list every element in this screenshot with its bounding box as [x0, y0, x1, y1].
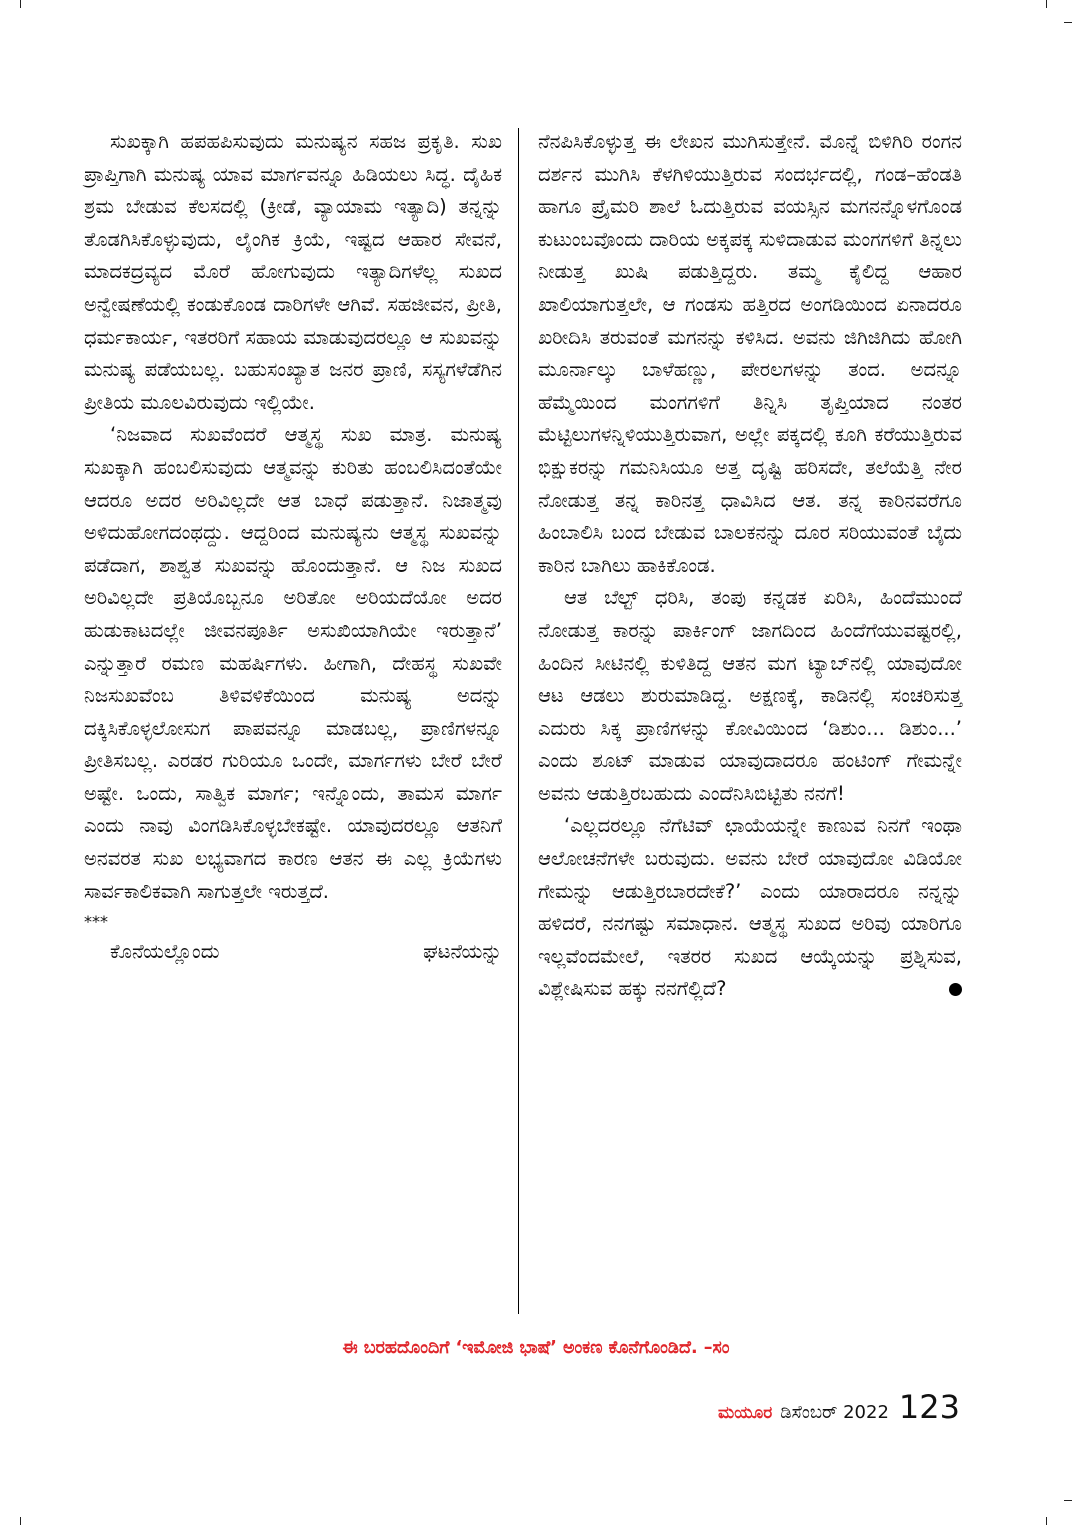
left-paragraph-3-word-2: ಘಟನೆಯನ್ನು: [423, 940, 502, 964]
magazine-name: ಮಯೂರ: [718, 1403, 773, 1423]
crop-mark-bottom-right: [1046, 1517, 1047, 1525]
issue-date: ಡಿಸೆಂಬರ್ 2022: [780, 1402, 889, 1423]
left-paragraph-3: [84, 936, 502, 969]
crop-mark-bottom-left: [20, 1517, 21, 1525]
crop-mark-right-lower: [1064, 1500, 1072, 1501]
left-column: [84, 126, 502, 969]
crop-mark-top-right: [1046, 0, 1047, 8]
left-paragraph-3-word-1: ಕೊನೆಯಲ್ಲೊಂದು: [110, 940, 220, 964]
right-paragraph-3-text: ‘ಎಲ್ಲದರಲ್ಲೂ ನೆಗೆಟಿವ್ ಛಾಯೆಯನ್ನೇ ಕಾಣುವ ನಿನಗೆ ಇಂಥಾ ಆಲೋಚನೆಗಳೇ ಬರುವುದು. ಅವನು ಬೇರೆ ಯಾವುದೋ ವಿಡಿಯೋ ಗೇಮನ್ನು ಆಡುತ್ತಿರಬಾರದೇಕೆ?’ ಎಂದು ಯಾರಾದರೂ ನನ್ನನ್ನು ಹಳಿದರೆ, ನನಗಷ್ಟು ಸಮಾಧಾನ. ಆತ್ಮಸ್ಥ ಸುಖದ ಅರಿವು ಯಾರಿಗೂ ಇಲ್ಲವೆಂದಮೇಲೆ, ಇತರರ ಸುಖದ ಆಯ್ಕೆಯನ್ನು ಪ್ರಶ್ನಿಸುವ, ವಿಶ್ಲೇಷಿಸುವ ಹಕ್ಕು ನನಗೆಲ್ಲಿದೆ?: [538, 814, 962, 1001]
right-paragraph-1: ನೆನಪಿಸಿಕೊಳ್ಳುತ್ತ ಈ ಲೇಖನ ಮುಗಿಸುತ್ತೇನೆ. ಮೊನ್ನೆ ಬಿಳಿಗಿರಿ ರಂಗನ ದರ್ಶನ ಮುಗಿಸಿ ಕೆಳಗಿಳಿಯುತ್ತಿರುವ ಸಂದರ್ಭದಲ್ಲಿ, ಗಂಡ–ಹೆಂಡತಿ ಹಾಗೂ ಪ್ರೈಮರಿ ಶಾಲೆ ಓದುತ್ತಿರುವ ವಯಸ್ಸಿನ ಮಗನನ್ನೊಳಗೊಂಡ ಕುಟುಂಬವೊಂದು ದಾರಿಯ ಅಕ್ಕಪಕ್ಕ ಸುಳಿದಾಡುವ ಮಂಗಗಳಿಗೆ ತಿನ್ನಲು ನೀಡುತ್ತ ಖುಷಿ ಪಡುತ್ತಿದ್ದರು. ತಮ್ಮ ಕೈಲಿದ್ದ ಆಹಾರ ಖಾಲಿಯಾಗುತ್ತಲೇ, ಆ ಗಂಡಸು ಹತ್ತಿರದ ಅಂಗಡಿಯಿಂದ ಏನಾದರೂ ಖರೀದಿಸಿ ತರುವಂತೆ ಮಗನನ್ನು ಕಳಿಸಿದ. ಅವನು ಜಿಗಿಜಿಗಿದು ಹೋಗಿ ಮೂರ್ನಾಲ್ಕು ಬಾಳೆಹಣ್ಣು, ಪೇರಲಗಳನ್ನು ತಂದ. ಅದನ್ನೂ ಹೆಮ್ಮೆಯಿಂದ ಮಂಗಗಳಿಗೆ ತಿನ್ನಿಸಿ ತೃಪ್ತಿಯಾದ ನಂತರ ಮೆಟ್ಟಿಲುಗಳನ್ನಿಳಿಯುತ್ತಿರುವಾಗ, ಅಲ್ಲೇ ಪಕ್ಕದಲ್ಲಿ ಕೂಗಿ ಕರೆಯುತ್ತಿರುವ ಭಿಕ್ಷುಕರನ್ನು ಗಮನಿಸಿಯೂ ಅತ್ತ ದೃಷ್ಟಿ ಹರಿಸದೇ, ತಲೆಯೆತ್ತಿ ನೇರ ನೋಡುತ್ತ ತನ್ನ ಕಾರಿನತ್ತ ಧಾವಿಸಿದ ಆತ. ತನ್ನ ಕಾರಿನವರೆಗೂ ಹಿಂಬಾಲಿಸಿ ಬಂದ ಬೇಡುವ ಬಾಲಕನನ್ನು ದೂರ ಸರಿಯುವಂತೆ ಬೈದು ಕಾರಿನ ಬಾಗಿಲು ಹಾಕಿಕೊಂಡ.: [538, 130, 962, 577]
section-separator: ***: [84, 912, 108, 932]
page-number: 123: [898, 1388, 960, 1426]
right-paragraph-2: ಆತ ಬೆಲ್ಟ್ ಧರಿಸಿ, ತಂಪು ಕನ್ನಡಕ ಏರಿಸಿ, ಹಿಂದೆಮುಂದೆ ನೋಡುತ್ತ ಕಾರನ್ನು ಪಾರ್ಕಿಂಗ್ ಜಾಗದಿಂದ ಹಿಂದೆಗೆಯುವಷ್ಟರಲ್ಲಿ, ಹಿಂದಿನ ಸೀಟಿನಲ್ಲಿ ಕುಳಿತಿದ್ದ ಆತನ ಮಗ ಟ್ಯಾಬ್‌ನಲ್ಲಿ ಯಾವುದೋ ಆಟ ಆಡಲು ಶುರುಮಾಡಿದ್ದ. ಅಕ್ಷಣಕ್ಕೆ, ಕಾಡಿನಲ್ಲಿ ಸಂಚರಿಸುತ್ತ ಎದುರು ಸಿಕ್ಕ ಪ್ರಾಣಿಗಳನ್ನು ಕೋವಿಯಿಂದ ‘ಡಿಶುಂ... ಡಿಶುಂ...’ ಎಂದು ಶೂಟ್ ಮಾಡುವ ಯಾವುದಾದರೂ ಹಂಟಿಂಗ್ ಗೇಮನ್ನೇ ಅವನು ಆಡುತ್ತಿರಬಹುದು ಎಂದೆನಿಸಿಬಿಟ್ಟಿತು ನನಗೆ!: [538, 586, 962, 805]
right-column: [538, 126, 962, 1006]
left-paragraph-2: ‘ನಿಜವಾದ ಸುಖವೆಂದರೆ ಆತ್ಮಸ್ಥ ಸುಖ ಮಾತ್ರ. ಮನುಷ್ಯ ಸುಖಕ್ಕಾಗಿ ಹಂಬಲಿಸುವುದು ಆತ್ಮವನ್ನು ಕುರಿತು ಹಂಬಲಿಸಿದಂತೆಯೇ ಆದರೂ ಅದರ ಅರಿವಿಲ್ಲದೇ ಆತ ಬಾಧೆ ಪಡುತ್ತಾನೆ. ನಿಜಾತ್ಮವು ಅಳಿದುಹೋಗದಂಥದ್ದು. ಆದ್ದರಿಂದ ಮನುಷ್ಯನು ಆತ್ಮಸ್ಥ ಸುಖವನ್ನು ಪಡೆದಾಗ, ಶಾಶ್ವತ ಸುಖವನ್ನು ಹೊಂದುತ್ತಾನೆ. ಆ ನಿಜ ಸುಖದ ಅರಿವಿಲ್ಲದೇ ಪ್ರತಿಯೊಬ್ಬನೂ ಅರಿತೋ ಅರಿಯದೆಯೋ ಅದರ ಹುಡುಕಾಟದಲ್ಲೇ ಜೀವನಪೂರ್ತಿ ಅಸುಖಿಯಾಗಿಯೇ ಇರುತ್ತಾನೆ’ ಎನ್ನುತ್ತಾರೆ ರಮಣ ಮಹರ್ಷಿಗಳು. ಹೀಗಾಗಿ, ದೇಹಸ್ಥ ಸುಖವೇ ನಿಜಸುಖವೆಂಬ ತಿಳಿವಳಿಕೆಯಿಂದ ಮನುಷ್ಯ ಅದನ್ನು ದಕ್ಕಿಸಿಕೊಳ್ಳಲೋಸುಗ ಪಾಪವನ್ನೂ ಮಾಡಬಲ್ಲ, ಪ್ರಾಣಿಗಳನ್ನೂ ಪ್ರೀತಿಸಬಲ್ಲ. ಎರಡರ ಗುರಿಯೂ ಒಂದೇ, ಮಾರ್ಗಗಳು ಬೇರೆ ಬೇರೆ ಅಷ್ಟೇ. ಒಂದು, ಸಾತ್ವಿಕ ಮಾರ್ಗ; ಇನ್ನೊಂದು, ತಾಮಸ ಮಾರ್ಗ ಎಂದು ನಾವು ವಿಂಗಡಿಸಿಕೊಳ್ಳಬೇಕಷ್ಟೇ. ಯಾವುದರಲ್ಲೂ ಆತನಿಗೆ ಅನವರತ ಸುಖ ಲಭ್ಯವಾಗದ ಕಾರಣ ಆತನ ಈ ಎಲ್ಲ ಕ್ರಿಯೆಗಳು ಸಾರ್ವಕಾಲಿಕವಾಗಿ ಸಾಗುತ್ತಲೇ ಇರುತ್ತದೆ.: [84, 423, 502, 903]
editor-note: ಈ ಬರಹದೊಂದಿಗೆ ‘ಇಮೋಜಿ ಭಾಷೆ’ ಅಂಕಣ ಕೊನೆಗೊಂಡಿದೆ. –ಸಂ: [342, 1338, 730, 1358]
left-paragraph-1: ಸುಖಕ್ಕಾಗಿ ಹಪಹಪಿಸುವುದು ಮನುಷ್ಯನ ಸಹಜ ಪ್ರಕೃತಿ. ಸುಖ ಪ್ರಾಪ್ತಿಗಾಗಿ ಮನುಷ್ಯ ಯಾವ ಮಾರ್ಗವನ್ನೂ ಹಿಡಿಯಲು ಸಿದ್ಧ. ದೈಹಿಕ ಶ್ರಮ ಬೇಡುವ ಕೆಲಸದಲ್ಲಿ (ಕ್ರೀಡೆ, ವ್ಯಾಯಾಮ ಇತ್ಯಾದಿ) ತನ್ನನ್ನು ತೊಡಗಿಸಿಕೊಳ್ಳುವುದು, ಲೈಂಗಿಕ ಕ್ರಿಯೆ, ಇಷ್ಟದ ಆಹಾರ ಸೇವನೆ, ಮಾದಕದ್ರವ್ಯದ ಮೊರೆ ಹೋಗುವುದು ಇತ್ಯಾದಿಗಳೆಲ್ಲ ಸುಖದ ಅನ್ವೇಷಣೆಯಲ್ಲಿ ಕಂಡುಕೊಂಡ ದಾರಿಗಳೇ ಆಗಿವೆ. ಸಹಜೀವನ, ಪ್ರೀತಿ, ಧರ್ಮಕಾರ್ಯ, ಇತರರಿಗೆ ಸಹಾಯ ಮಾಡುವುದರಲ್ಲೂ ಆ ಸುಖವನ್ನು ಮನುಷ್ಯ ಪಡೆಯಬಲ್ಲ. ಬಹುಸಂಖ್ಯಾತ ಜನರ ಪ್ರಾಣಿ, ಸಸ್ಯಗಳೆಡೆಗಿನ ಪ್ರೀತಿಯ ಮೂಲವಿರುವುದು ಇಲ್ಲಿಯೇ.: [84, 130, 502, 414]
page-footer: [718, 1388, 960, 1426]
end-of-article-dot-icon: [949, 983, 962, 996]
crop-mark-top-left: [20, 0, 21, 8]
crop-mark-right-upper: [1064, 22, 1072, 23]
column-divider: [518, 128, 519, 1314]
right-paragraph-3: [538, 810, 962, 1006]
